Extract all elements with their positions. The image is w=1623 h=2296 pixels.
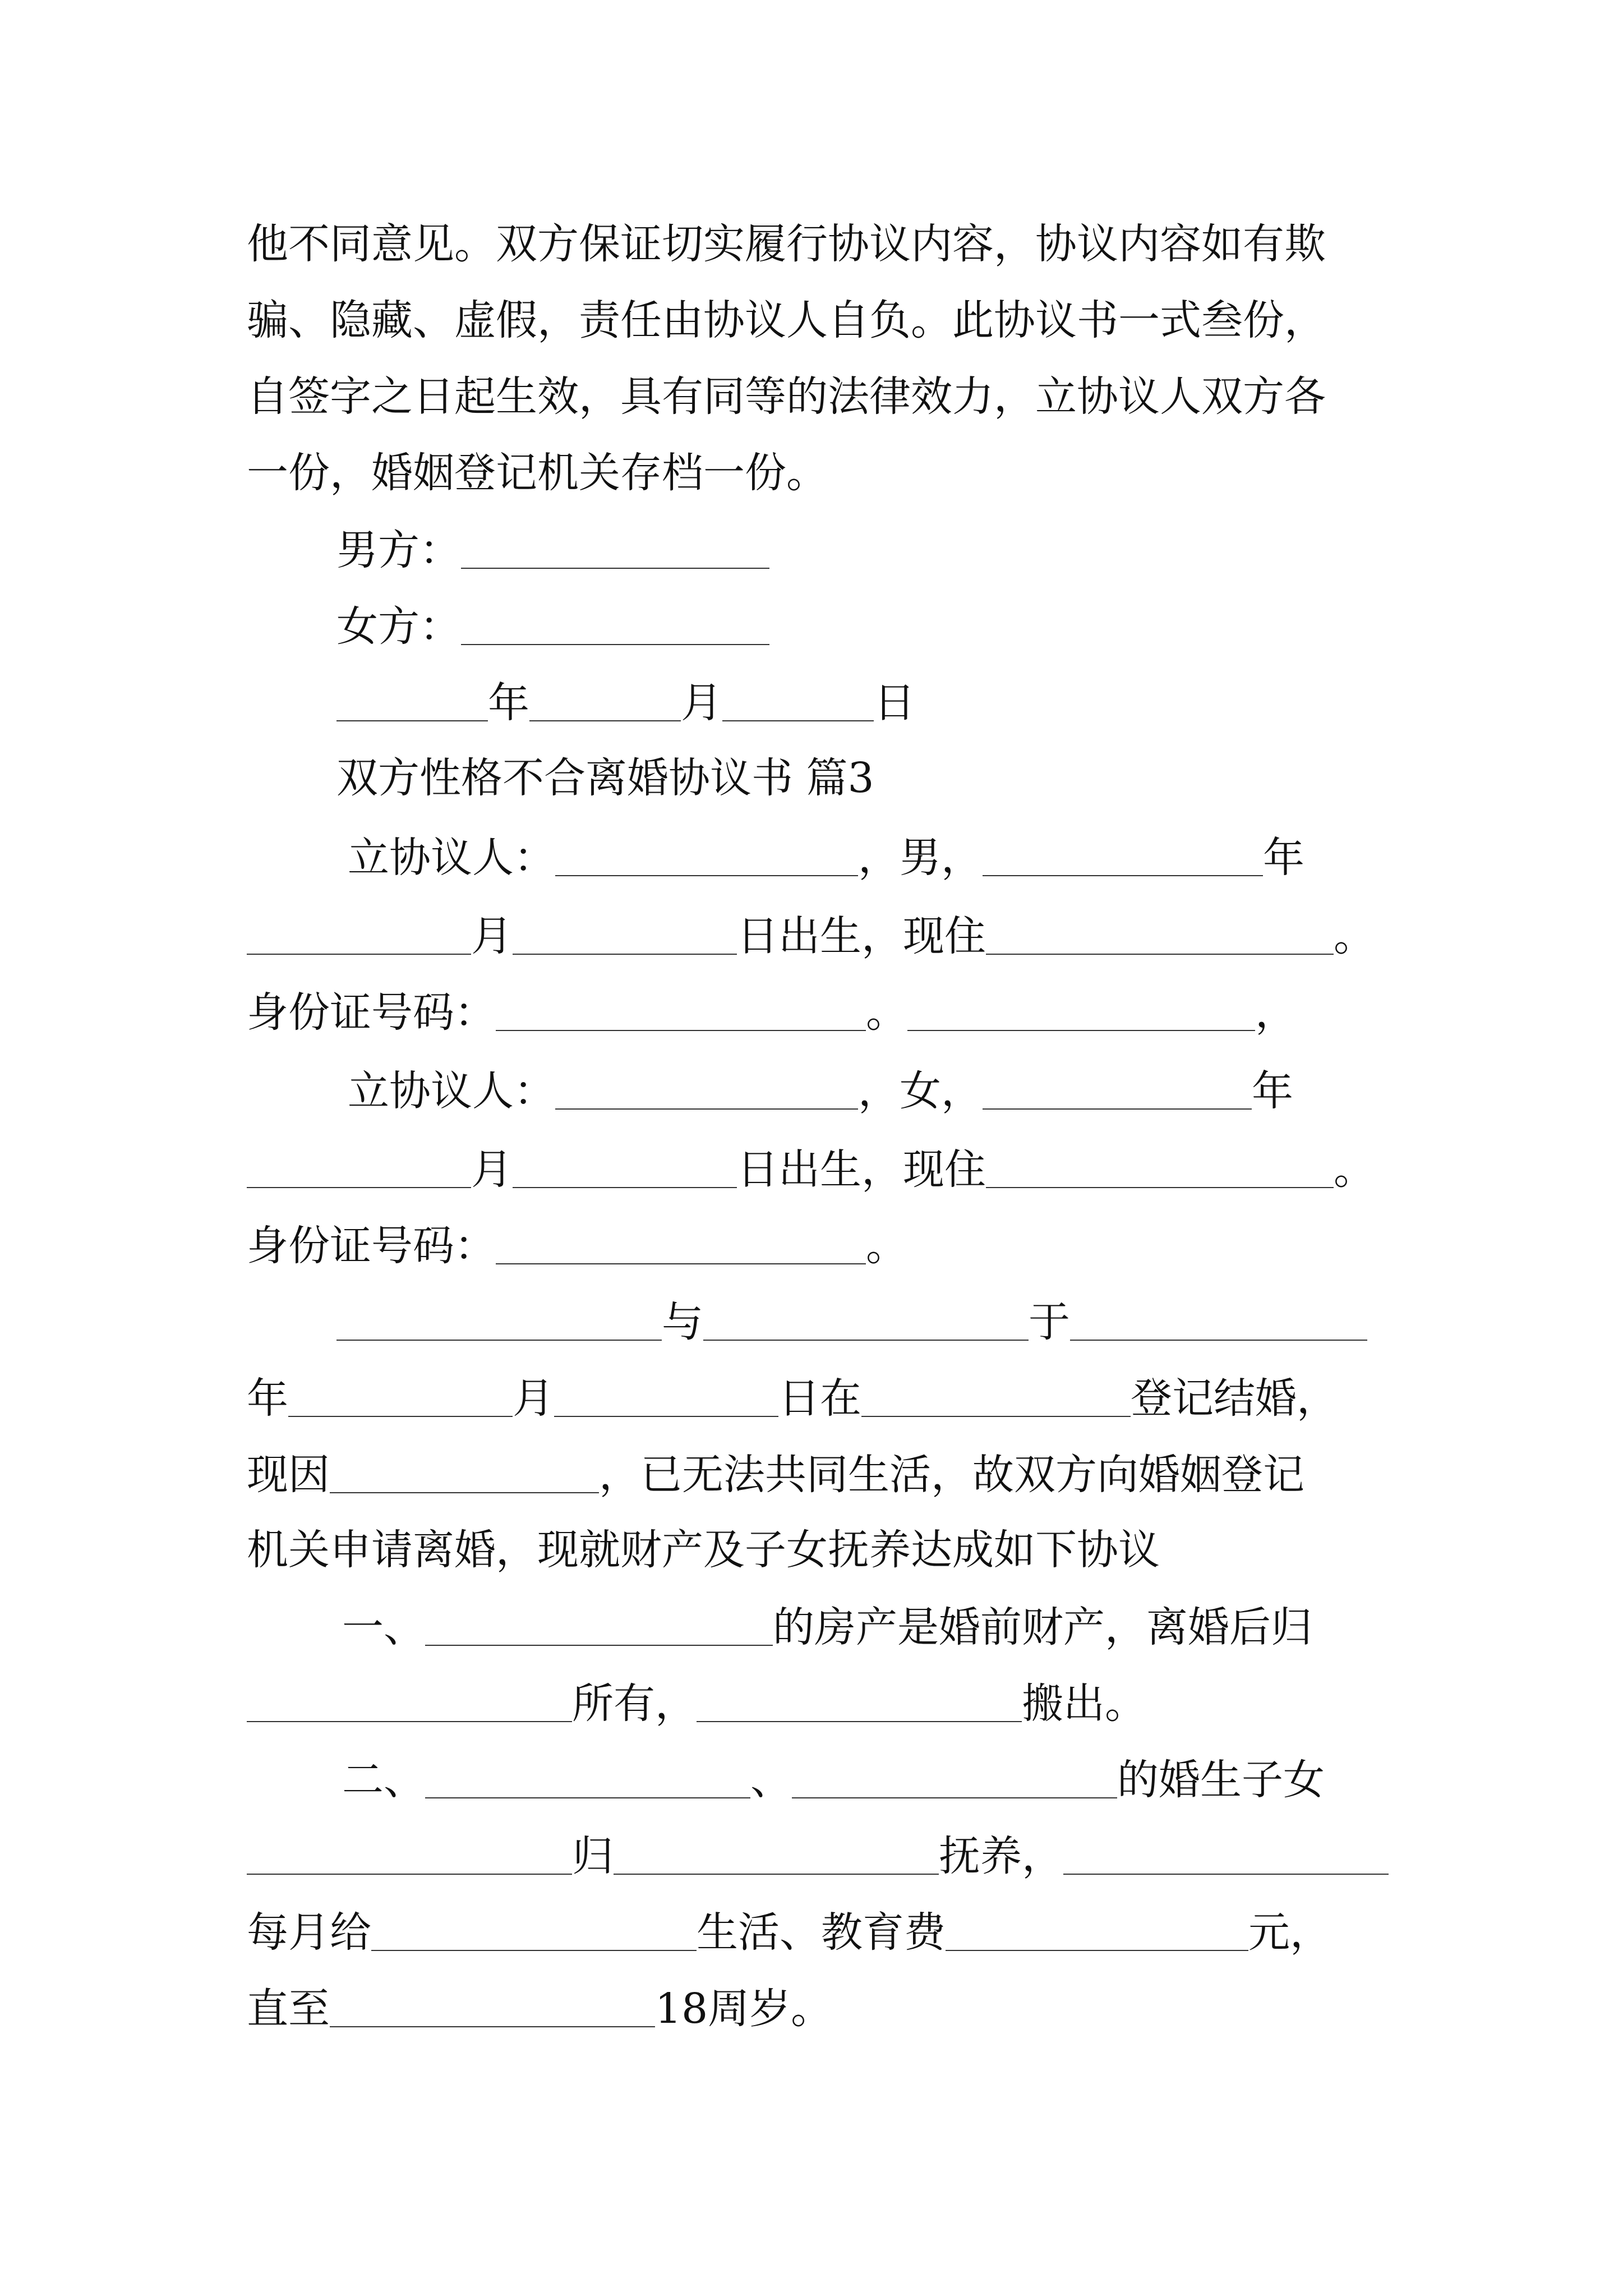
- marriage-line4: 机关申请离婚，现就财产及子女抚养达成如下协议: [247, 1526, 1160, 1574]
- clause1-moveout: 搬出。: [1022, 1680, 1146, 1728]
- party1-born-live: 日出生，现住: [737, 912, 986, 960]
- signature-female-blank[interactable]: [461, 605, 769, 645]
- signature-male: [336, 526, 769, 574]
- party2-end: 。: [1334, 1145, 1375, 1194]
- clause2-child: 的婚生子女: [1117, 1756, 1325, 1804]
- party1-month-blank[interactable]: [247, 914, 471, 955]
- marriage-line1: [336, 1298, 1367, 1346]
- clause2-belongs: 归: [572, 1832, 614, 1880]
- party2-born-live: 日出生，现住: [737, 1145, 986, 1194]
- signature-male-blank[interactable]: [461, 528, 769, 569]
- date-year-blank[interactable]: [336, 681, 488, 721]
- date-month-blank[interactable]: [529, 681, 681, 721]
- clause2-line2: [247, 1832, 1389, 1880]
- party1-name-blank[interactable]: [555, 836, 858, 876]
- date-day-blank[interactable]: [722, 681, 874, 721]
- clause2-line4: [247, 1985, 833, 2033]
- paragraph-line: 自签字之日起生效，具有同等的法律效力，立协议人双方各: [247, 372, 1326, 421]
- party1-address-blank[interactable]: [986, 914, 1334, 955]
- date-year-label: 年: [488, 679, 529, 727]
- party1-id-blank[interactable]: [496, 991, 866, 1031]
- party2-name-blank[interactable]: [555, 1069, 858, 1110]
- marriage-place-blank[interactable]: [861, 1377, 1131, 1417]
- clause2-child-blank[interactable]: [247, 1834, 572, 1875]
- clause2-payer-blank[interactable]: [1063, 1834, 1389, 1875]
- marriage-year-blank[interactable]: [1070, 1300, 1367, 1341]
- party1-extra-blank[interactable]: [907, 991, 1255, 1031]
- party2-year-blank[interactable]: [983, 1069, 1252, 1110]
- clause2-line3: [247, 1908, 1331, 1957]
- party2-line1: [348, 1067, 1293, 1115]
- party2-id-blank[interactable]: [496, 1224, 866, 1264]
- party2-id-label: 身份证号码：: [247, 1222, 496, 1270]
- marriage-reason-suffix: ，已无法共同生活，故双方向婚姻登记: [599, 1451, 1304, 1499]
- marriage-party1-blank[interactable]: [336, 1300, 662, 1341]
- marriage-at: 于: [1029, 1298, 1070, 1346]
- clause2-num: 二、: [342, 1756, 425, 1804]
- date-line: [336, 679, 915, 727]
- marriage-day-at: 日在: [778, 1374, 861, 1423]
- clause1-owned: 所有，: [572, 1680, 697, 1728]
- party2-day-blank[interactable]: [513, 1148, 737, 1188]
- paragraph-line: 骗、隐藏、虚假，责任由协议人自负。此协议书一式叁份，: [247, 296, 1326, 344]
- clause1-num: 一、: [342, 1603, 425, 1651]
- clause2-parent2-blank[interactable]: [792, 1758, 1117, 1798]
- clause1-recipient-blank[interactable]: [247, 1682, 572, 1722]
- clause2-parent1-blank[interactable]: [425, 1758, 750, 1798]
- party1-line3: [247, 988, 1297, 1037]
- party1-line1: [348, 834, 1304, 882]
- clause1-line2: [247, 1680, 1146, 1728]
- paragraph-line: 他不同意见。双方保证切实履行协议内容，协议内容如有欺: [247, 220, 1326, 268]
- clause2-amount-blank[interactable]: [946, 1911, 1248, 1951]
- party1-end: 。: [1334, 912, 1375, 960]
- clause2-raise: 抚养，: [939, 1832, 1063, 1880]
- signature-female: [336, 602, 769, 651]
- clause1-mover-blank[interactable]: [697, 1682, 1022, 1722]
- clause2-yuan: 元，: [1248, 1908, 1331, 1957]
- marriage-line3: [247, 1451, 1304, 1499]
- marriage-line2: [247, 1374, 1338, 1423]
- paragraph-line: 一份，婚姻登记机关存档一份。: [247, 449, 828, 497]
- clause1-owner-blank[interactable]: [425, 1605, 773, 1646]
- clause2-fee: 生活、教育费: [697, 1908, 946, 1957]
- clause2-payee-blank[interactable]: [371, 1911, 697, 1951]
- party1-id-end: 。: [866, 988, 907, 1037]
- party2-line3: [247, 1222, 907, 1270]
- party1-line2: [247, 912, 1375, 960]
- party1-year-blank[interactable]: [983, 836, 1263, 876]
- clause2-line1: [342, 1756, 1325, 1804]
- party1-day-blank[interactable]: [513, 914, 737, 955]
- clause2-age: 18周岁。: [655, 1985, 833, 2033]
- party2-month-blank[interactable]: [247, 1148, 471, 1188]
- clause2-guardian-blank[interactable]: [614, 1834, 939, 1875]
- clause2-sep: 、: [750, 1756, 792, 1804]
- marriage-month-label: 月: [513, 1374, 554, 1423]
- party1-month-label: 月: [471, 912, 513, 960]
- marriage-day-blank[interactable]: [554, 1377, 778, 1417]
- party2-gender: ，女，: [858, 1067, 983, 1115]
- clause2-child-age-blank[interactable]: [330, 1987, 655, 2027]
- clause2-monthly: 每月给: [247, 1908, 371, 1957]
- marriage-party2-blank[interactable]: [703, 1300, 1029, 1341]
- party2-line2: [247, 1145, 1375, 1194]
- section-title: 双方性格不合离婚协议书 篇3: [336, 754, 874, 802]
- date-month-label: 月: [681, 679, 722, 727]
- clause1-line1: [342, 1603, 1312, 1651]
- party1-label: 立协议人：: [348, 834, 555, 882]
- party1-gender: ，男，: [858, 834, 983, 882]
- marriage-reason-prefix: 现因: [247, 1451, 330, 1499]
- party2-month-label: 月: [471, 1145, 513, 1194]
- clause1-text1: 的房产是婚前财产，离婚后归: [773, 1603, 1312, 1651]
- signature-female-label: 女方：: [336, 602, 461, 651]
- marriage-registered: 登记结婚，: [1131, 1374, 1338, 1423]
- party2-id-end: 。: [866, 1222, 907, 1270]
- party1-year-label: 年: [1263, 834, 1304, 882]
- marriage-year-label: 年: [247, 1374, 288, 1423]
- marriage-and: 与: [662, 1298, 703, 1346]
- signature-male-label: 男方：: [336, 526, 461, 574]
- party1-id-label: 身份证号码：: [247, 988, 496, 1037]
- marriage-month-blank[interactable]: [288, 1377, 513, 1417]
- party1-comma: ，: [1255, 988, 1297, 1037]
- clause2-until: 直至: [247, 1985, 330, 2033]
- marriage-reason-blank[interactable]: [330, 1453, 599, 1493]
- party2-address-blank[interactable]: [986, 1148, 1334, 1188]
- party2-label: 立协议人：: [348, 1067, 555, 1115]
- date-day-label: 日: [874, 679, 915, 727]
- party2-year-label: 年: [1252, 1067, 1293, 1115]
